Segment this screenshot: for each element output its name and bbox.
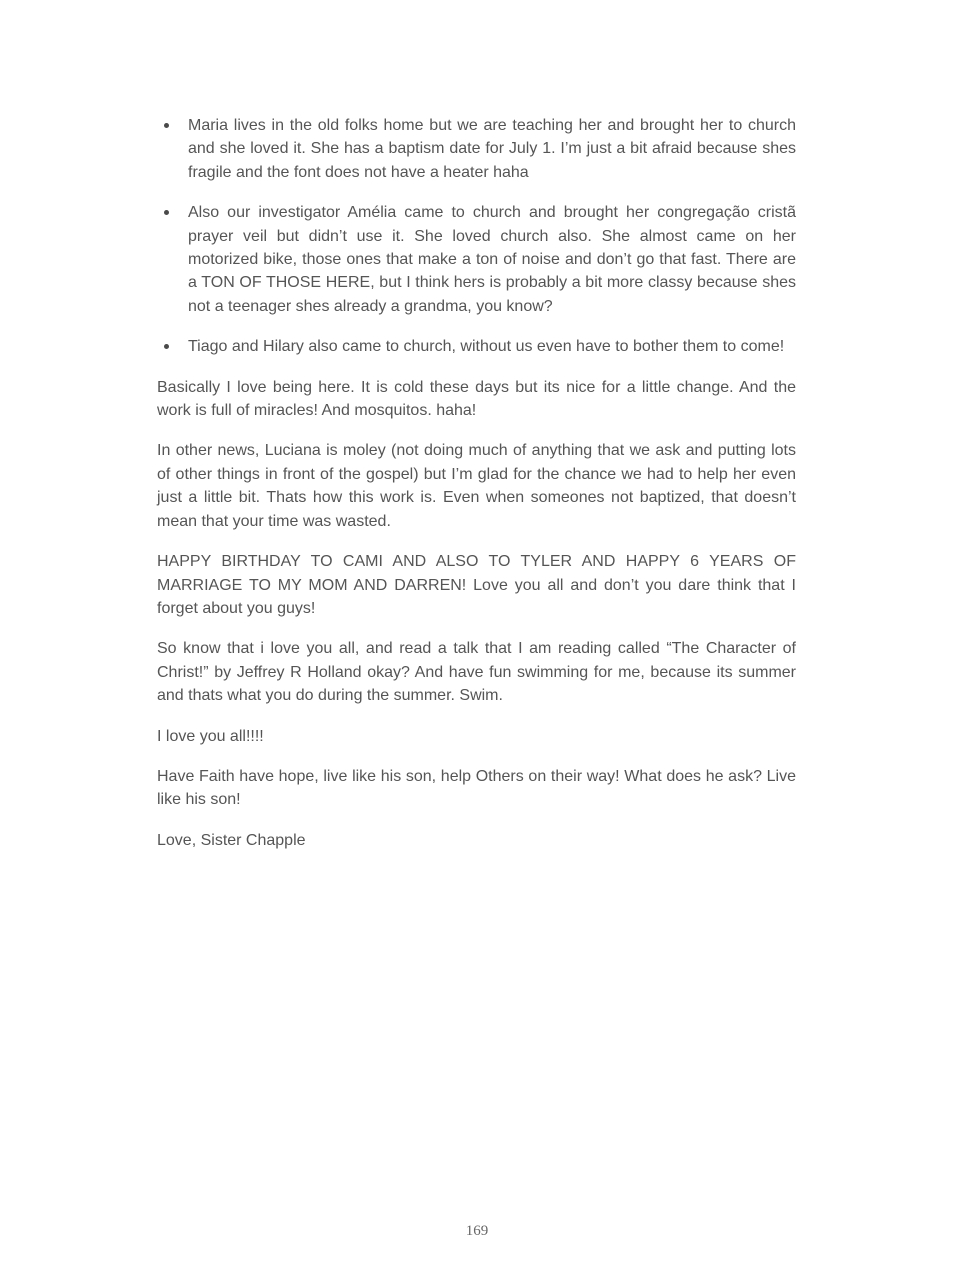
bullet-dot-icon — [164, 344, 169, 349]
list-item — [157, 114, 796, 184]
paragraph: Basically I love being here. It is cold these days but its nice for a little change. And the work is full of miracles! And mosquitos. haha! — [157, 378, 796, 420]
paragraph: HAPPY BIRTHDAY TO CAMI AND ALSO TO TYLER AND HAPPY 6 YEARS OF MARRIAGE TO MY MOM AND DARREN! Love you all and don’t you dare think that I forget about you guys! — [157, 553, 796, 617]
bullet-list — [157, 114, 796, 359]
bullet-text: Maria lives in the old folks home but we are teaching her and brought her to church and she loved it. She has a baptism date for July 1. I’m just a bit afraid because shes fragile and the font does not have a heater haha — [188, 117, 796, 181]
bullet-text: Also our investigator Amélia came to church and brought her congregação cristã prayer veil but didn’t use it. She loved church also. She almost came on her motorized bike, those ones that make a ton of noise and don’t go that fast. There are a TON OF THOSE HERE, but I think hers is probably a bit more classy because shes not a teenager shes already a grandma, you know? — [188, 204, 796, 315]
bullet-dot-icon — [164, 123, 169, 128]
list-item — [157, 335, 796, 358]
bullet-dot-icon — [164, 210, 169, 215]
bullet-text: Tiago and Hilary also came to church, without us even have to bother them to come! — [188, 338, 785, 356]
paragraph: Have Faith have hope, live like his son, help Others on their way! What does he ask? Live like his son! — [157, 767, 796, 809]
page-number: 169 — [465, 1223, 489, 1239]
paragraph: I love you all!!!! — [157, 727, 264, 745]
paragraph: Love, Sister Chapple — [157, 831, 306, 849]
list-item — [157, 201, 796, 318]
paragraph: So know that i love you all, and read a talk that I am reading called “The Character of Christ!” by Jeffrey R Holland okay? And have fun swimming for me, because its summer and thats what you do during the summer. Swim. — [157, 640, 796, 705]
paragraph: In other news, Luciana is moley (not doing much of anything that we ask and putting lots of other things in front of the gospel) but I’m glad for the chance we had to help her even just a little bit. Thats how this work is. Even when someones not baptized, that doesn’t mean that your time was wasted. — [157, 442, 796, 530]
